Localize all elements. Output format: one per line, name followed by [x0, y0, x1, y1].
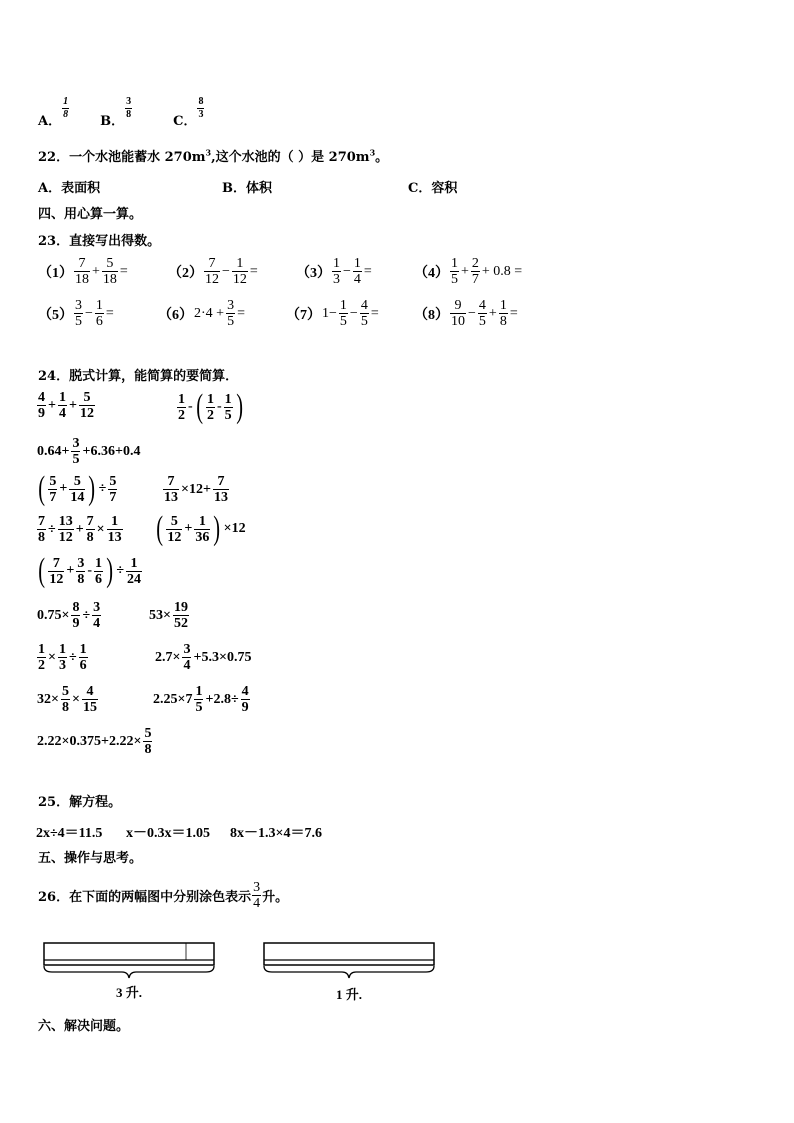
q24-title: 24．脱式计算，能简算的要简算． [38, 369, 239, 384]
q22-option-c: C．容积 [408, 181, 458, 196]
q24-expr-12: 2.7× $\frac{3}{4}$ +5.3×0.75 [155, 642, 252, 673]
q23-item-1: （1） $\frac{7}{18}$ + $\frac{5}{18}$ = [38, 256, 128, 287]
q25-equation-1: 2x÷4＝11.5 [36, 826, 103, 841]
brace-1-liter [264, 966, 434, 978]
section-4-heading: 四、用心算一算。 [38, 207, 143, 222]
q23-item-2: （2） $\frac{7}{12}$ − $\frac{1}{12}$ = [168, 256, 258, 287]
q24-expr-8: ( $\frac{7}{12}$ + $\frac{3}{8}$ - $\frac{1}{6}$ ) ÷ $\frac{1}{24}$ [38, 552, 141, 589]
q21-option-b-label: B． [100, 114, 125, 129]
q24-expr-7: ( $\frac{5}{12}$ + $\frac{1}{36}$ ) ×12 [156, 510, 246, 547]
q26-text: 26．在下面的两幅图中分别涂色表示 $\frac{3}{4}$ 升。 [38, 880, 289, 911]
q21-option-a-fraction: $\frac{1}{8}$ [63, 96, 69, 120]
q24-expr-2: $\frac{1}{2}$ - ( $\frac{1}{2}$ - $\frac{1}{5}$ ) [178, 388, 243, 425]
q26-fraction: $\frac{3}{4}$ [253, 880, 261, 911]
q24-expr-6: $\frac{7}{8}$ ÷ $\frac{13}{12}$ + $\frac{7}{8}$ × $\frac{1}{13}$ [38, 514, 122, 545]
q23-item-8: （8） $\frac{9}{10}$ − $\frac{4}{5}$ + $\frac{1}{8}$ = [414, 298, 518, 329]
q24-expr-3: 0.64+ $\frac{3}{5}$ +6.36+0.4 [37, 436, 141, 467]
q24-expr-11: $\frac{1}{2}$ × $\frac{1}{3}$ ÷ $\frac{1}{6}$ [38, 642, 87, 673]
q22-option-b: B．体积 [222, 181, 272, 196]
q25-equation-2: x－0.3x＝1.05 [126, 826, 210, 841]
brace-3-liters [44, 966, 214, 978]
q24-expr-5: $\frac{7}{13}$ ×12+ $\frac{7}{13}$ [164, 474, 228, 505]
q24-expr-9: 0.75× $\frac{8}{9}$ ÷ $\frac{3}{4}$ [37, 600, 101, 631]
label-3-liters: 3 升. [116, 985, 143, 1000]
section-6-heading: 六、解决问题。 [38, 1019, 130, 1034]
q21-option-c-fraction: $\frac{8}{3}$ [198, 96, 204, 120]
q25-equation-3: 8x－1.3×4＝7.6 [230, 826, 322, 841]
q24-expr-4: ( $\frac{5}{7}$ + $\frac{5}{14}$ ) ÷ $\frac{5}{7}$ [38, 470, 117, 507]
q21-option-b-fraction: $\frac{3}{8}$ [126, 96, 132, 120]
q23-item-4: （4） $\frac{1}{5}$ + $\frac{2}{7}$ + 0.8 = [414, 256, 523, 287]
q21-option-a-label: A． [38, 114, 62, 129]
label-1-liter: 1 升. [336, 987, 363, 1002]
q21-options [38, 88, 205, 129]
bar-1-liter[interactable] [264, 943, 434, 965]
q23-item-5: （5） $\frac{3}{5}$ − $\frac{1}{6}$ = [38, 298, 114, 329]
bar-3-liters[interactable] [44, 943, 214, 965]
q22-text: 22．一个水池能蓄水 $270m^3$,这个水池的（ ）是 $270m^3$。 [38, 147, 389, 165]
q23-item-7: （7） 1− $\frac{1}{5}$ − $\frac{4}{5}$ = [286, 298, 379, 329]
q24-expr-13: 32× $\frac{5}{8}$ × $\frac{4}{15}$ [37, 684, 97, 715]
q23-title: 23．直接写出得数。 [38, 234, 161, 249]
section-5-heading: 五、操作与思考。 [38, 851, 143, 866]
q21-option-c-label: C． [173, 114, 197, 129]
q24-expr-15: 2.22×0.375+2.22× $\frac{5}{8}$ [37, 726, 152, 757]
q25-title: 25．解方程。 [38, 795, 122, 810]
q24-expr-10: 53× $\frac{19}{52}$ [149, 600, 188, 631]
q24-expr-1: $\frac{4}{9}$ + $\frac{1}{4}$ + $\frac{5}{12}$ [38, 390, 94, 421]
q23-item-3: （3） $\frac{1}{3}$ − $\frac{1}{4}$ = [296, 256, 372, 287]
q22-option-a: A．表面积 [38, 181, 101, 196]
q23-item-6: （6） 2·4 + $\frac{3}{5}$ = [158, 298, 245, 329]
q24-expr-14: 2.25×7 $\frac{1}{5}$ +2.8÷ $\frac{4}{9}$ [153, 684, 249, 715]
